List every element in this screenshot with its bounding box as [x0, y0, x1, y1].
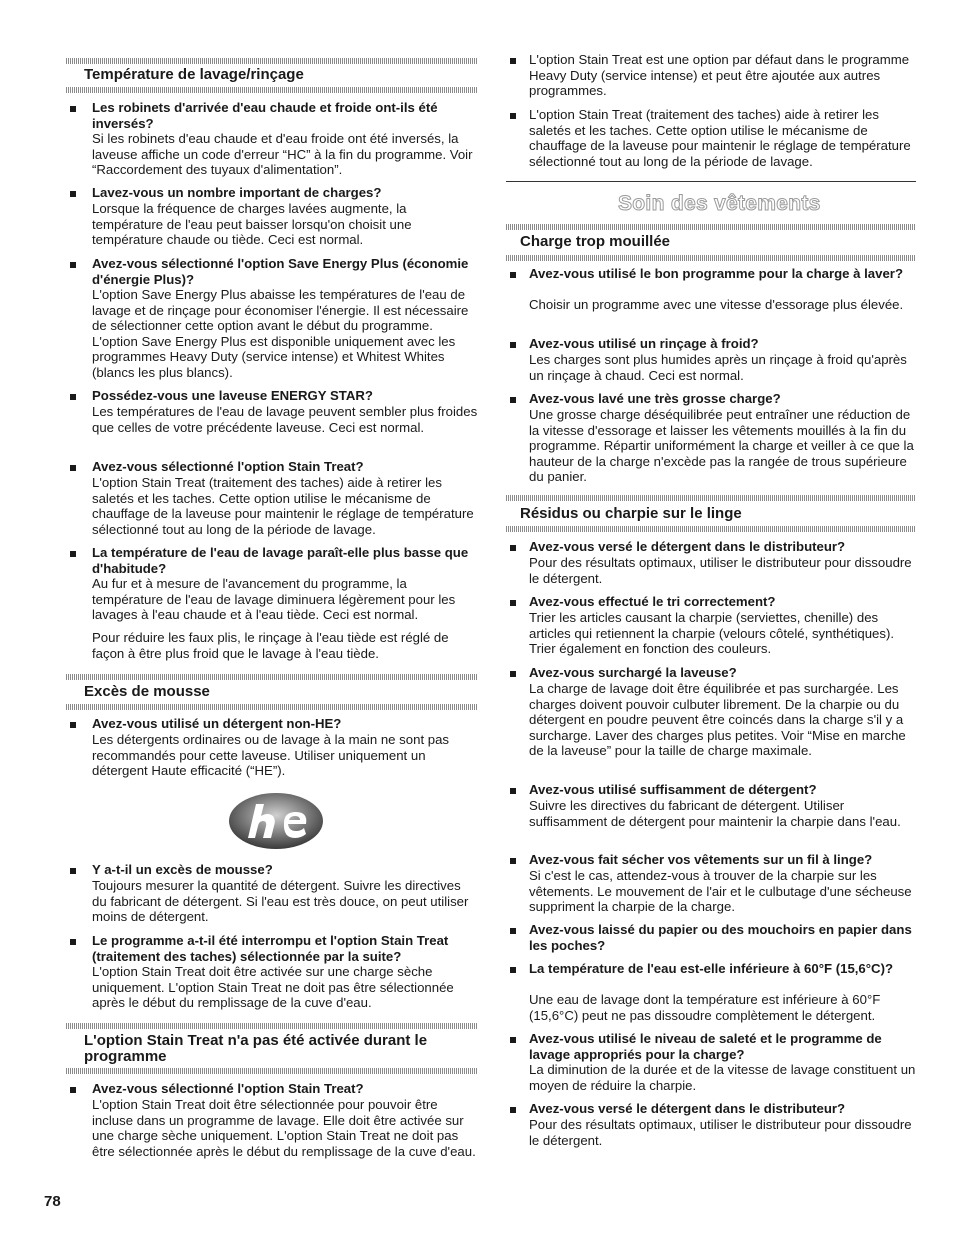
answer: Les températures de l'eau de lavage peuvent sembler plus froides que celles de votre précédente laveuse. Ceci est normal. [92, 404, 478, 435]
chapter-title: Soin des vêtements [618, 192, 821, 215]
answer: L'option Save Energy Plus abaisse les températures de l'eau de lavage et de rinçage pour économiser l'énergie. Il est nécessaire de sélectionner cette option avant le début du programme. L'option Save Energy Plus est disponible uniquement avec les programmes Heavy Duty (service intense) et Whitest Whites (blancs les plus blancs). [92, 287, 469, 380]
section-rule [506, 495, 916, 501]
bullet-icon [510, 342, 516, 348]
section-rule [506, 255, 916, 261]
section-rule [66, 1023, 478, 1029]
answer: La charge de lavage doit être équilibrée et pas surchargée. Les charges doivent pouvoir culbuter librement. De la charpie ou du détergent en poudre peuvent être coincés dans la charge s'il y a surcharge. Laver des charges plus petites. Voir “Mise en marche de la laveuse” pour la taille de charge maximale. [529, 681, 906, 758]
bullet-icon [70, 106, 76, 112]
bullet-icon [510, 858, 516, 864]
section-title-wash-temperature: Température de lavage/rinçage [84, 66, 304, 83]
bullet-icon [70, 191, 76, 197]
section-title-excess-suds: Excès de mousse [84, 683, 210, 700]
answer: Une eau de lavage dont la température est inférieure à 60°F (15,6°C) peut ne pas dissoudre complètement le détergent. [529, 992, 881, 1023]
question: La température de l'eau de lavage paraît-elle plus basse que d'habitude? [92, 545, 469, 576]
question: La température de l'eau est-elle inférieure à 60°F (15,6°C)? [529, 961, 894, 976]
section-rule [66, 1068, 478, 1074]
question: Avez-vous laissé du papier ou des mouchoirs en papier dans les poches? [529, 922, 912, 953]
question: Avez-vous versé le détergent dans le distributeur? [529, 539, 846, 554]
question: Avez-vous utilisé un rinçage à froid? [529, 336, 759, 351]
question: Avez-vous utilisé suffisamment de détergent? [529, 782, 817, 797]
bullet-icon [70, 394, 76, 400]
bullet-icon [70, 1087, 76, 1093]
answer: Au fur et à mesure de l'avancement du programme, la température de l'eau de lavage diminuera légèrement pour les lavages à l'eau chaude et à l'eau tiède. Ceci est normal. [92, 576, 456, 622]
bullet-icon [510, 788, 516, 794]
bullet-icon [510, 671, 516, 677]
question: Avez-vous effectué le tri correctement? [529, 594, 776, 609]
answer-note: Pour réduire les faux plis, le rinçage à l'eau tiède est réglé de façon à être plus froid que le lavage à l'eau tiède. [92, 630, 449, 661]
answer: Les détergents ordinaires ou de lavage à la main ne sont pas recommandés pour cette laveuse. Utiliser uniquement un détergent Haute efficacité (“HE”). [92, 732, 450, 778]
bullet-icon [70, 939, 76, 945]
page-number: 78 [44, 1193, 61, 1210]
answer: Les charges sont plus humides après un rinçage à froid qu'après un rinçage à chaud. Ceci est normal. [529, 352, 907, 383]
section-rule [66, 58, 478, 64]
bullet-icon [70, 262, 76, 268]
answer: L'option Stain Treat (traitement des taches) aide à retirer les saletés et les taches. Cette option utilise le mécanisme de chauffage de la laveuse pour maintenir le réglage de température sélectionné tout au long de la période de lavage. [529, 107, 911, 169]
question: Avez-vous utilisé un détergent non-HE? [92, 716, 342, 731]
bullet-icon [70, 551, 76, 557]
section-rule [66, 87, 478, 93]
bullet-icon [510, 600, 516, 606]
answer: Lorsque la fréquence de charges lavées augmente, la température de l'eau peut baisser lorsqu'on choisit une température chaude ou tiède. Ceci est normal. [92, 201, 412, 247]
answer: L'option Stain Treat doit être activée sur une charge sèche uniquement. L'option Stain Treat ne doit pas être sélectionnée après le début du remplissage de la cuve d'eau. [92, 964, 454, 1010]
question: Avez-vous sélectionné l'option Save Energy Plus (économie d'énergie Plus)? [92, 256, 469, 287]
answer: La diminution de la durée et de la vitesse de lavage constituent un moyen de réduire la charpie. [529, 1062, 916, 1093]
question: Avez-vous utilisé le niveau de saleté et le programme de lavage appropriés pour la charge? [529, 1031, 882, 1062]
section-rule [506, 224, 916, 230]
answer: Choisir un programme avec une vitesse d'essorage plus élevée. [529, 297, 904, 312]
bullet-icon [510, 1037, 516, 1043]
section-title-wet-load: Charge trop mouillée [520, 233, 671, 250]
bullet-icon [510, 397, 516, 403]
question: Possédez-vous une laveuse ENERGY STAR? [92, 388, 373, 403]
section-title-lint: Résidus ou charpie sur le linge [520, 505, 742, 522]
he-logo-icon [226, 790, 326, 852]
question: Avez-vous utilisé le bon programme pour la charge à laver? [529, 266, 903, 281]
bullet-icon [70, 465, 76, 471]
question: Le programme a-t-il été interrompu et l'option Stain Treat (traitement des taches) sélectionnée par la suite? [92, 933, 449, 964]
question: Avez-vous fait sécher vos vêtements sur un fil à linge? [529, 852, 873, 867]
section-rule [506, 526, 916, 532]
answer: Si c'est le cas, attendez-vous à trouver de la charpie sur les vêtements. Le mouvement de l'air et le culbutage d'une sécheuse suppriment la charpie de la charge. [529, 868, 912, 914]
question: Y a-t-il un excès de mousse? [92, 862, 273, 877]
question: Avez-vous versé le détergent dans le distributeur? [529, 1101, 846, 1116]
divider [506, 181, 916, 182]
answer: Pour des résultats optimaux, utiliser le distributeur pour dissoudre le détergent. [529, 555, 912, 586]
question: Les robinets d'arrivée d'eau chaude et froide ont-ils été inversés? [92, 100, 438, 131]
bullet-icon [510, 967, 516, 973]
answer: Si les robinets d'eau chaude et d'eau froide ont été inversés, la laveuse affiche un code d'erreur “HC” à la fin du programme. Voir “Raccordement des tuyaux d'alimentation”. [92, 131, 473, 177]
bullet-icon [70, 722, 76, 728]
answer: Suivre les directives du fabricant de détergent. Utiliser suffisamment de détergent pour maintenir la charpie dans l'eau. [529, 798, 901, 829]
answer: Trier les articles causant la charpie (serviettes, chenille) des articles qui retiennent la charpie (velours côtelé, synthétiques). Trier également en fonction des couleurs. [529, 610, 895, 656]
section-rule [66, 674, 478, 680]
answer: L'option Stain Treat est une option par défaut dans le programme Heavy Duty (service intense) et peut être ajoutée aux autres programmes. [529, 52, 910, 98]
bullet-icon [510, 58, 516, 64]
answer: Pour des résultats optimaux, utiliser le distributeur pour dissoudre le détergent. [529, 1117, 912, 1148]
answer: L'option Stain Treat (traitement des taches) aide à retirer les saletés et les taches. Cette option utilise le mécanisme de chauffage de la laveuse pour maintenir le réglage de température sélectionné tout au long de la période de lavage. [92, 475, 474, 537]
bullet-icon [510, 113, 516, 119]
question: Avez-vous sélectionné l'option Stain Treat? [92, 459, 364, 474]
answer: L'option Stain Treat doit être sélectionnée pour pouvoir être incluse dans un programme de lavage. Elle doit être activée sur une charge sèche uniquement. L'option Stain Treat ne doit pas être sélectionnée après le début du remplissage de la cuve d'eau. [92, 1097, 476, 1159]
bullet-icon [70, 868, 76, 874]
section-rule [66, 704, 478, 710]
section-title-stain-treat: L'option Stain Treat n'a pas été activée durant le programme [84, 1032, 428, 1065]
question: Avez-vous surchargé la laveuse? [529, 665, 737, 680]
answer: Une grosse charge déséquilibrée peut entraîner une réduction de la vitesse d'essorage et laisser les vêtements mouillés à la fin du programme. Répartir uniformément la charge et veiller à ce que la hauteur de la charge n'excède pas la rangée de trous supérieure du panier. [529, 407, 914, 484]
bullet-icon [510, 1107, 516, 1113]
bullet-icon [510, 272, 516, 278]
question: Lavez-vous un nombre important de charges? [92, 185, 382, 200]
bullet-icon [510, 545, 516, 551]
question: Avez-vous sélectionné l'option Stain Treat? [92, 1081, 364, 1096]
bullet-icon [510, 928, 516, 934]
answer: Toujours mesurer la quantité de détergent. Suivre les directives du fabricant de détergent. Si l'eau est très douce, on peut utiliser moins de détergent. [92, 878, 469, 924]
question: Avez-vous lavé une très grosse charge? [529, 391, 781, 406]
